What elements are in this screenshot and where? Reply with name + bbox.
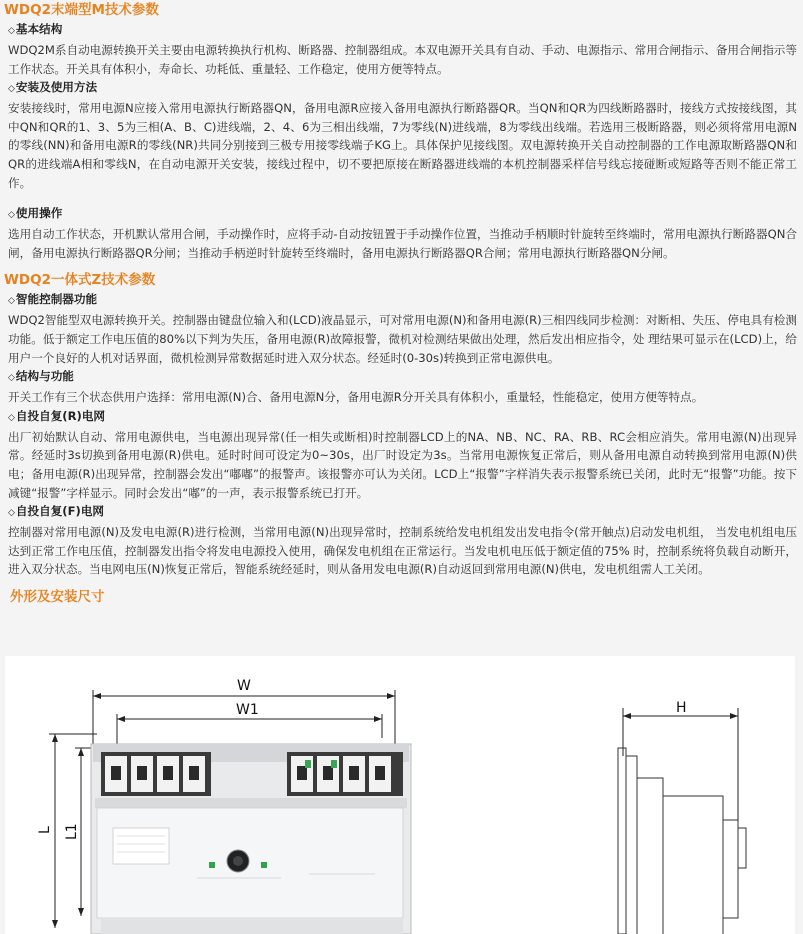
label-h: H xyxy=(676,700,687,716)
section-title-m: WDQ2末端型M技术参数 xyxy=(4,2,159,18)
switch-front-view xyxy=(91,744,411,934)
heading-operation: ◇ 使用操作 xyxy=(4,204,799,225)
text-installation: 安装接线时，常用电源N应接入常用电源执行断路器QN，备用电源R应接入备用电源执行断路器QR。当QN和QR为四线断路器时，接线方式按接线图，其中QN和QR的1、3、5为三相(A、B、C)进线端，2、4、6为三相出线端，7为零线(N)进线端，8为零线出线端。若选用三极断路器，则必须将常用电源N的零线(NN)和备用电源R的零线(NR)共同分别接到三极专用接零线端子KG上。具体保护见接线图。双电源转换开关自动控制器的工作电源取断路器QN和QR的进线端A相和零线N，在自动电源开关安装，接线过程中，切不要把原接在断路器进线端的本机控制器采样信号线忘接碰断或短路等否则不能正常工作。 xyxy=(8,101,797,190)
label-w1: W1 xyxy=(236,702,259,718)
label-l: L xyxy=(37,826,53,834)
heading-basic-structure: ◇ 基本结构 xyxy=(4,20,799,41)
text-selfreturn-r: 出厂初始默认自动、常用电源供电，当电源出现异常(任一相失或断相)时控制器LCD上的NA、NB、NC、RA、RB、RC会相应消失。常用电源(N)出现异常。经延时3s切换到备用电源(R)供电。延时时间可设定为0~30s，出厂时设定为3s。当常用电源恢复正常后，则从备用电源自动转换到常用电源(N)供电；备用电源(R)出现异常，控制器会发出“嘟嘟”的报警声。该报警亦可认为关闭。LCD上“报警”字样消失表示报警系统已关闭，此时无“报警”功能。按下减键“报警”字样显示。同时会发出“嘟”的一声，表示报警系统已打开。 xyxy=(8,429,797,500)
text-selfreturn-f: 控制器对常用电源(N)及发电电源(R)进行检测，当常用电源(N)出现异常时，控制系统给发电机组发出发电指令(常开触点)启动发电机组， 当发电机组电压达到正常工作电压值，控制器发出指令将发电电源投入使用，确保发电机组在正常运行。当发电机电压低于额定值的75% 时，控制系统将负载自动断开，进入双分状态。当电网电压(N)恢复正常后，智能系统经延时，则从备用发电电源(R)自动返回到常用电源(N)供电，发电机组需人工关闭。 xyxy=(8,525,797,577)
section-title-dimensions: 外形及安装尺寸 xyxy=(10,588,105,605)
label-w: W xyxy=(237,678,251,694)
text-structure-function: 开关工作有三个状态供用户选择：常用电源(N)合、备用电源N分，备用电源R分开关具有体积小，重量轻，性能稳定，使用方便等特点。 xyxy=(8,390,704,405)
heading-structure-function: ◇ 结构与功能 xyxy=(4,367,799,388)
heading-selfreturn-f: ◇ 自投自复(F)电网 xyxy=(4,502,799,523)
heading-controller: ◇ 智能控制器功能 xyxy=(4,290,799,311)
label-l1: L1 xyxy=(64,823,80,840)
text-basic-structure: WDQ2M系自动电源转换开关主要由电源转换执行机构、断路器、控制器组成。本双电源开关具有自动、手动、电源指示、常用合闸指示、备用合闸指示等工作状态。开关具有体积小，寿命长、功耗低、重量轻、工作稳定，使用方便等特点。 xyxy=(8,43,797,76)
dimension-drawing xyxy=(5,656,795,934)
text-controller: WDQ2智能型双电源转换开关。控制器由键盘位输入和(LCD)液晶显示，可对常用电源(N)和备用电源(R)三相四线同步检测：对断相、失压、停电具有检测功能。低于额定工作电压值的80%以下判为失压，备用电源(R)故障报警，微机对检测结果做出处理，然后发出相应指令，处 理结果可显示在(LCD)上，给用户一个良好的人机对话界面，微机检测异常数据延时进入双分状态。经延时(0-30s)转换到正常电源供电。 xyxy=(8,313,797,365)
heading-selfreturn-r: ◇ 自投自复(R)电网 xyxy=(4,407,799,428)
heading-installation: ◇ 安装及使用方法 xyxy=(4,78,799,99)
section-title-z: WDQ2一体式Z技术参数 xyxy=(4,272,156,289)
dimension-figure xyxy=(5,656,795,934)
text-operation: 选用自动工作状态，开机默认常用合闸，手动操作时，应将手动-自动按钮置于手动操作位置，当推动手柄顺时针旋转至终端时，常用电源执行断路器QN合闸，备用电源执行断路器QR分闸；当推动手柄逆时针旋转至终端时，备用电源执行断路器QR合闸；常用电源执行断路器QN分闸。 xyxy=(8,227,797,260)
switch-side-view xyxy=(618,748,746,934)
